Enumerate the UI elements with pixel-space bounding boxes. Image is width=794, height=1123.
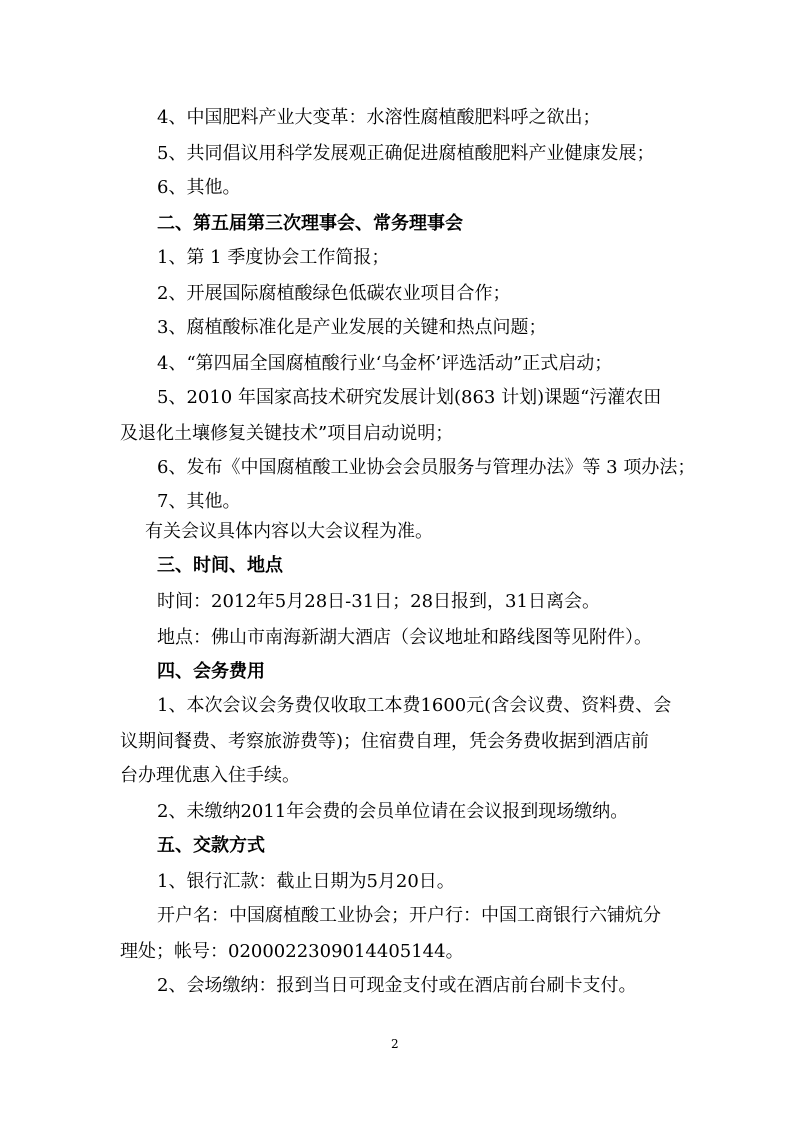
paragraph-continuation: 议期间餐费、考察旅游费等)；住宿费自理，凭会务费收据到酒店前 bbox=[120, 731, 650, 752]
paragraph-continuation: 理处；帐号：0200022309014405144。 bbox=[120, 941, 464, 962]
page-number: 2 bbox=[391, 1037, 399, 1051]
paragraph: 开户名：中国腐植酸工业协会；开户行：中国工商银行六铺炕分 bbox=[157, 905, 661, 926]
section-heading: 五、交款方式 bbox=[157, 835, 265, 856]
paragraph: 2、未缴纳2011年会费的会员单位请在会议报到现场缴纳。 bbox=[157, 801, 629, 822]
list-item: 5、共同倡议用科学发展观正确促进腐植酸肥料产业健康发展； bbox=[157, 143, 655, 164]
list-item: 6、其他。 bbox=[157, 177, 241, 198]
section-heading: 三、时间、地点 bbox=[157, 555, 283, 576]
list-item: 7、其他。 bbox=[157, 491, 241, 512]
paragraph: 有关会议具体内容以大会议程为准。 bbox=[145, 521, 433, 542]
list-item: 4、“第四届全国腐植酸行业‘乌金杯’评选活动”正式启动； bbox=[157, 353, 613, 374]
list-item: 3、腐植酸标准化是产业发展的关键和热点问题； bbox=[157, 317, 547, 338]
paragraph: 1、银行汇款：截止日期为5月20日。 bbox=[157, 871, 455, 892]
list-item-continuation: 及退化土壤修复关键技术”项目启动说明； bbox=[120, 423, 454, 444]
list-item: 6、发布《中国腐植酸工业协会会员服务与管理办法》等 3 项办法； bbox=[157, 457, 696, 478]
paragraph: 1、本次会议会务费仅收取工本费1600元(含会议费、资料费、会 bbox=[157, 695, 672, 716]
section-heading: 四、会务费用 bbox=[157, 661, 265, 682]
paragraph-continuation: 台办理优惠入住手续。 bbox=[120, 765, 300, 786]
list-item: 1、第 1 季度协会工作简报； bbox=[157, 247, 390, 268]
list-item: 5、2010 年国家高技术研究发展计划(863 计划)课题“污灌农田 bbox=[157, 387, 662, 408]
paragraph: 地点：佛山市南海新湖大酒店（会议地址和路线图等见附件）。 bbox=[157, 627, 652, 648]
paragraph: 2、会场缴纳：报到当日可现金支付或在酒店前台刷卡支付。 bbox=[157, 975, 637, 996]
list-item: 2、开展国际腐植酸绿色低碳农业项目合作； bbox=[157, 283, 511, 304]
list-item: 4、中国肥料产业大变革：水溶性腐植酸肥料呼之欲出； bbox=[157, 107, 601, 128]
paragraph: 时间：2012年5月28日-31日；28日报到，31日离会。 bbox=[157, 591, 600, 612]
section-heading: 二、第五届第三次理事会、常务理事会 bbox=[157, 213, 463, 234]
